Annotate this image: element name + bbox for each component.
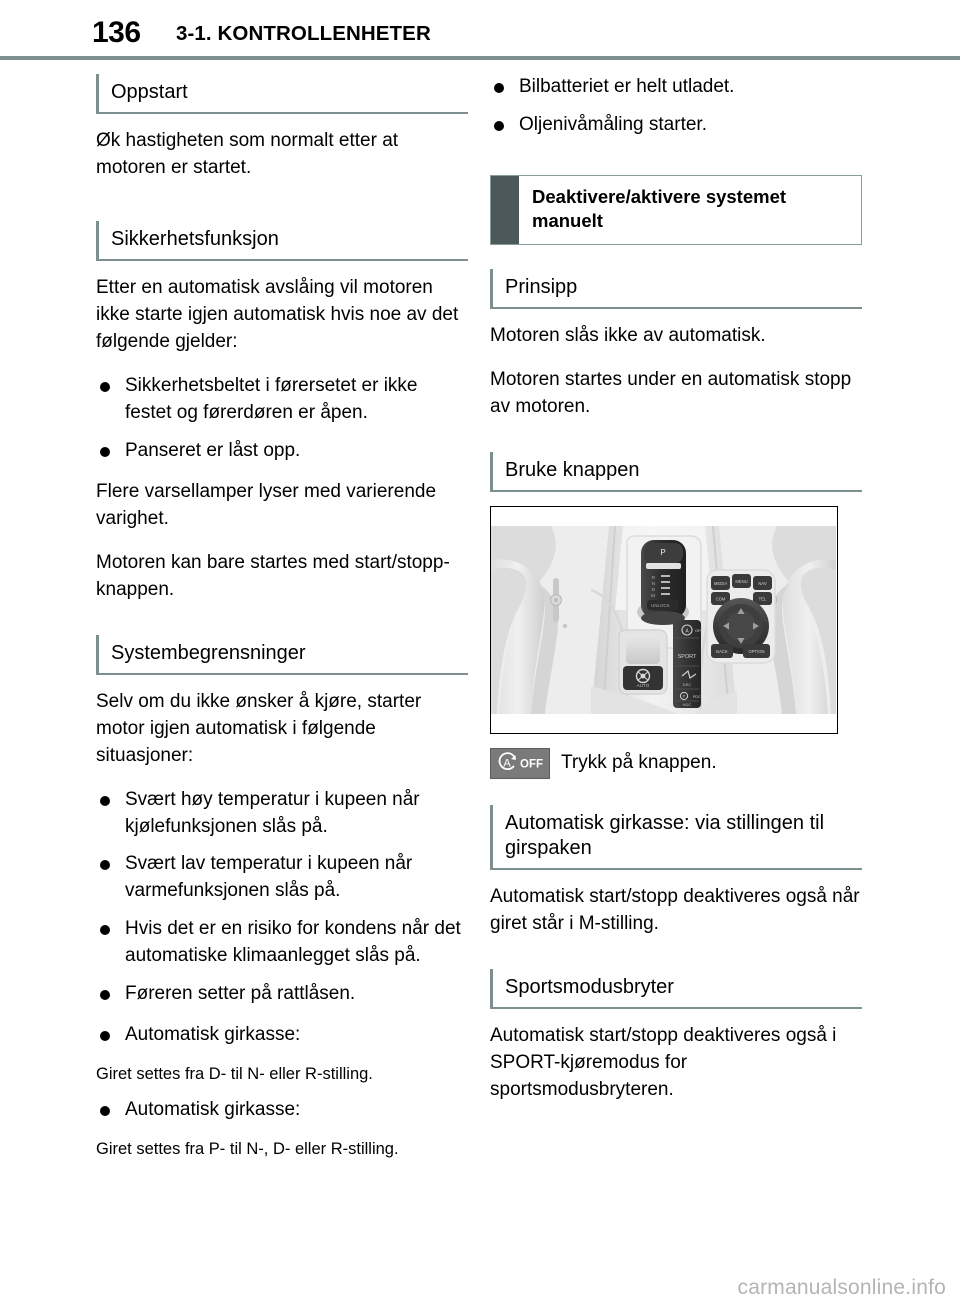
list-item — [96, 916, 468, 970]
list-item-label: Automatisk girkasse: — [125, 1024, 301, 1046]
svg-text:AUTO: AUTO — [636, 682, 650, 688]
svg-text:SPORT: SPORT — [677, 653, 697, 660]
page-number: 136 — [92, 16, 141, 49]
svg-text:OFF: OFF — [520, 758, 543, 771]
svg-text:COM: COM — [715, 596, 726, 602]
spacer — [490, 153, 862, 175]
list-item — [96, 787, 468, 841]
svg-text:P: P — [682, 694, 686, 699]
list-item — [96, 373, 468, 427]
list-item — [96, 438, 468, 465]
bullet-dot-icon — [100, 925, 110, 935]
bullet-list-systembegrensninger — [96, 787, 468, 1009]
bullet-dot-icon — [100, 860, 110, 870]
list-item-label: Svært høy temperatur i kupeen når kjølefunksjonen slås på. — [125, 788, 420, 837]
paragraph-sikkerhetsfunksjon-intro: Etter en automatisk avslåing vil motoren ikke starte igjen automatisk hvis noe av det følgende gjelder: — [96, 276, 459, 352]
press-button-caption: Trykk på knappen. — [561, 751, 717, 773]
page-header — [0, 0, 960, 56]
svg-text:PDC: PDC — [693, 694, 701, 699]
bullet-dot-icon — [100, 1031, 110, 1041]
list-item-label: Panseret er låst opp. — [125, 439, 301, 461]
list-item-label: Oljenivåmåling starter. — [519, 113, 707, 135]
svg-text:OFF: OFF — [695, 627, 703, 633]
note-girkasse-2: Giret settes fra P- til N-, D- eller R-stilling. — [96, 1139, 399, 1158]
section-heading-sikkerhetsfunksjon: Sikkerhetsfunksjon — [96, 221, 468, 261]
list-item-label: Svært lav temperatur i kupeen når varmefunksjonen slås på. — [125, 853, 413, 902]
auto-start-stop-off-icon — [490, 748, 550, 779]
paragraph-varsellamper: Flere varsellamper lyser med varierende varighet. — [96, 480, 437, 529]
boxed-heading-label: Deaktivere/aktivere systemet manuelt — [532, 185, 787, 232]
note-girkasse-1: Giret settes fra D- til N- eller R-stilling. — [96, 1065, 373, 1084]
list-item — [96, 1097, 468, 1124]
svg-text:M: M — [651, 592, 655, 598]
section-heading-sportsmodusbryter: Sportsmodusbryter — [490, 969, 862, 1009]
section-heading-oppstart: Oppstart — [96, 74, 468, 114]
list-item-label: Hvis det er en risiko for kondens når det automatiske klimaanlegget slås på. — [125, 918, 461, 967]
site-watermark: carmanualsonline.info — [737, 1276, 946, 1299]
paragraph-prinsipp-1: Motoren slås ikke av automatisk. — [490, 324, 766, 346]
bullet-dot-icon — [100, 382, 110, 392]
left-column — [96, 74, 468, 1171]
spacer — [490, 438, 862, 452]
bullet-dot-icon — [100, 796, 110, 806]
bullet-list-continued — [490, 74, 862, 139]
svg-text:MEDIA: MEDIA — [713, 580, 728, 586]
list-item — [490, 74, 862, 101]
right-column — [490, 74, 862, 1121]
svg-text:D: D — [651, 586, 655, 592]
svg-text:NAV: NAV — [758, 580, 767, 586]
spacer — [96, 621, 468, 635]
bullet-dot-icon — [100, 447, 110, 457]
section-heading-automatisk-girkasse-girspak: Automatisk girkasse: via stillingen til girspaken — [490, 805, 862, 870]
paragraph-oppstart: Øk hastigheten som normalt etter at motoren er startet. — [96, 130, 399, 178]
svg-text:HDC: HDC — [682, 701, 692, 707]
header-divider-rule — [0, 56, 960, 60]
svg-text:A: A — [503, 757, 511, 770]
paragraph-prinsipp-2: Motoren startes under en automatisk stopp av motoren. — [490, 368, 852, 417]
section-heading-systembegrensninger: Systembegrensninger — [96, 635, 468, 675]
bullet-dot-icon — [494, 83, 504, 93]
console-figure-svg — [491, 526, 836, 714]
list-item — [96, 981, 468, 1008]
boxed-heading-deaktivere-aktivere — [490, 175, 862, 245]
section-heading-prinsipp: Prinsipp — [490, 269, 862, 309]
bullet-dot-icon — [100, 1106, 110, 1116]
list-item-label: Sikkerhetsbeltet i førersetet er ikke festet og førerdøren er åpen. — [125, 374, 418, 423]
paragraph-m-stilling: Automatisk start/stopp deaktiveres også når giret står i M-stilling. — [490, 885, 860, 934]
paragraph-systembegrensninger-intro: Selv om du ikke ønsker å kjøre, starter motor igjen automatisk i følgende situasjoner: — [96, 690, 422, 766]
boxed-heading-color-tab — [491, 176, 519, 244]
svg-text:OPTION: OPTION — [748, 648, 765, 654]
paragraph-sportsmodus: Automatisk start/stopp deaktiveres også i SPORT-kjøremodus for sportsmodusbryteren. — [490, 1024, 837, 1100]
svg-text:P: P — [660, 547, 666, 557]
list-item-label: Bilbatteriet er helt utladet. — [519, 76, 735, 97]
press-button-caption-row — [490, 748, 862, 779]
list-item — [96, 1022, 468, 1049]
svg-text:N: N — [651, 580, 655, 586]
center-console-illustration — [490, 506, 838, 734]
svg-text:DSC: DSC — [682, 681, 692, 687]
svg-text:TEL: TEL — [758, 596, 767, 602]
list-item-label: Føreren setter på rattlåsen. — [125, 983, 356, 1005]
bullet-dot-icon — [494, 121, 504, 131]
list-item — [490, 112, 862, 139]
bullet-list-girkasse-2 — [96, 1097, 468, 1124]
bullet-list-sikkerhetsfunksjon — [96, 373, 468, 465]
list-item — [96, 851, 468, 905]
spacer — [96, 199, 468, 221]
spacer — [490, 955, 862, 969]
svg-text:R: R — [651, 574, 655, 580]
bullet-dot-icon — [100, 990, 110, 1000]
chapter-title: 3-1. KONTROLLENHETER — [176, 22, 431, 45]
list-item-label: Automatisk girkasse: — [125, 1098, 301, 1120]
paragraph-startknapp: Motoren kan bare startes med start/stopp-knappen. — [96, 551, 450, 600]
svg-text:BACK: BACK — [716, 648, 728, 654]
svg-text:UNLOCK: UNLOCK — [651, 602, 670, 608]
svg-text:A: A — [685, 628, 689, 635]
section-heading-bruke-knappen: Bruke knappen — [490, 452, 862, 492]
svg-text:MENU: MENU — [735, 578, 748, 584]
bullet-list-girkasse-1 — [96, 1022, 468, 1049]
